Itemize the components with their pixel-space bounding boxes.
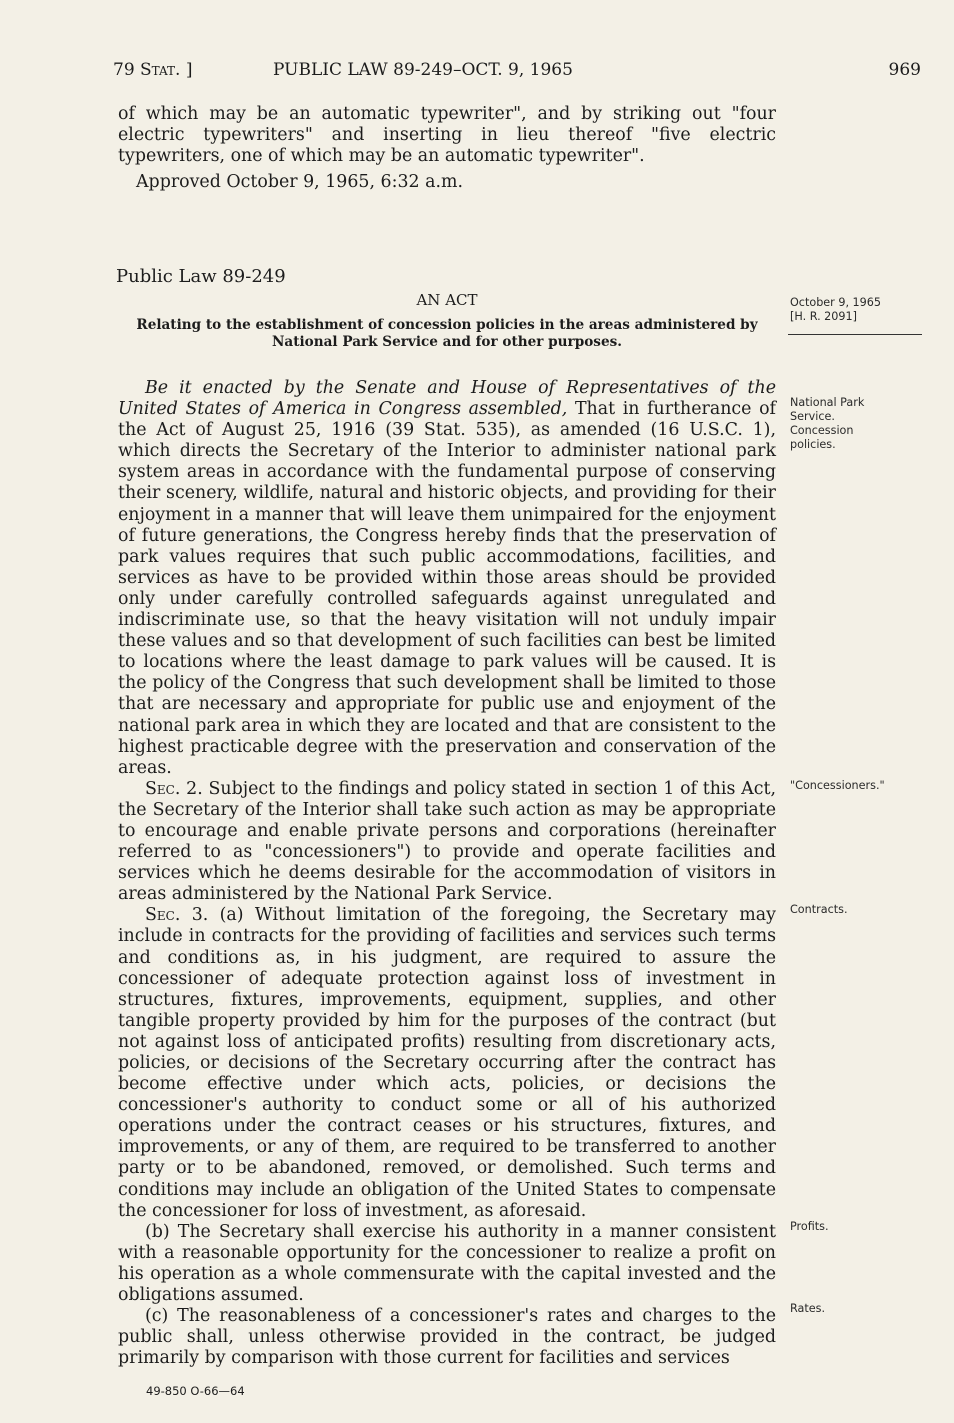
section-2-text: Subject to the findings and policy stated in section 1 of this Act, the Secretary of the Interior shall take such action as may be appropriate to encourage and enable private persons and corporations (hereinafter referred to as "concessioners") to provide and operate facilities and services which he deems desirable for the accommodation of visitors in areas administered by the National Park Service.: [118, 778, 776, 905]
act-body: [118, 378, 776, 1369]
margin-date: October 9, 1965: [790, 296, 882, 309]
section-3a: [118, 905, 776, 1221]
act-description: Relating to the establishment of concession policies in the areas administered by National Park Service and for other purposes.: [136, 317, 758, 350]
margin-rates: Rates.: [790, 1302, 826, 1315]
law-title: Public Law 89-249: [116, 266, 286, 287]
continuation-paragraph: [118, 104, 776, 167]
section-2: [118, 779, 776, 906]
margin-bill-number: [H. R. 2091]: [790, 310, 858, 323]
section-3b: (b) The Secretary shall exercise his authority in a manner consistent with a reasonable opportunity for the concessioner to realize a profit on his operation as a whole commensurate with the capital invested and the obligations assumed.: [118, 1221, 776, 1306]
section-2-label: Sec. 2.: [145, 778, 203, 799]
enacting-clause: Be it enacted by the Senate and House of Representatives of the United States of America in Congress assembled,: [118, 378, 776, 420]
margin-concessioners: "Concessioners.": [790, 779, 885, 792]
section-1-text: That in furtherance of the Act of August 25, 1916 (39 Stat. 535), as amended (16 U.S.C. 1), which directs the Secretary of the Interior to administer national park system areas in accordance with the fundamental purpose of conserving their scenery, wildlife, natural and historic objects, and providing for their enjoyment in a manner that will leave them unimpaired for the enjoyment of future generations, the Congress hereby finds that the preservation of park values requires that such public accommodations, facilities, and services as have to be provided within those areas should be provided only under carefully controlled safeguards against unregulated and indiscriminate use, so that the heavy visitation will not unduly impair these values and so that development of such facilities can best be limited to locations where the least damage to park values will be caused. It is the policy of the Congress that such development shall be limited to those that are necessary and appropriate for public use and enjoyment of the national park area in which they are located and that are consistent to the highest practicable degree with the preservation and conservation of the areas.: [118, 399, 776, 778]
running-title: PUBLIC LAW 89-249–OCT. 9, 1965: [273, 60, 573, 80]
section-3-label: Sec. 3.: [145, 905, 209, 926]
continuation-text: of which may be an automatic typewriter", and by striking out "four electric typewriters" and inserting in lieu thereof "five electric typewriters, one of which may be an automatic typewriter".: [118, 104, 776, 167]
margin-nps-concession: National Park Service. Concession policies.: [790, 396, 865, 451]
section-1: [118, 378, 776, 779]
approval-line: Approved October 9, 1965, 6:32 a.m.: [136, 172, 464, 192]
volume-reference: 79 Stat. ]: [113, 60, 193, 80]
margin-contracts: Contracts.: [790, 903, 848, 916]
printer-footer: 49-850 O-66—64: [146, 1384, 245, 1398]
an-act-heading: AN ACT: [416, 291, 478, 309]
section-3c: (c) The reasonableness of a concessioner's rates and charges to the public shall, unless otherwise provided in the contract, be judged primarily by comparison with those current for facilities and services: [118, 1306, 776, 1369]
margin-profits: Profits.: [790, 1220, 829, 1233]
margin-divider: [788, 334, 922, 335]
section-3a-text: (a) Without limitation of the foregoing, the Secretary may include in contracts for the providing of facilities and services such terms and conditions as, in his judgment, are required to assure the concessioner of adequate protection against loss of investment in structures, fixtures, improvements, equipment, supplies, and other tangible property provided by him for the purposes of the contract (but not against loss of anticipated profits) resulting from discretionary acts, policies, or decisions of the Secretary occurring after the contract has become effective under which acts, policies, or decisions the concessioner's authority to conduct some or all of his authorized operations under the contract ceases or his structures, fixtures, and improvements, or any of them, are required to be transferred to another party or to be abandoned, removed, or demolished. Such terms and conditions may include an obligation of the United States to compensate the concessioner for loss of investment, as aforesaid.: [118, 905, 776, 1221]
page-number: 969: [888, 60, 921, 80]
page-header: [113, 60, 921, 86]
